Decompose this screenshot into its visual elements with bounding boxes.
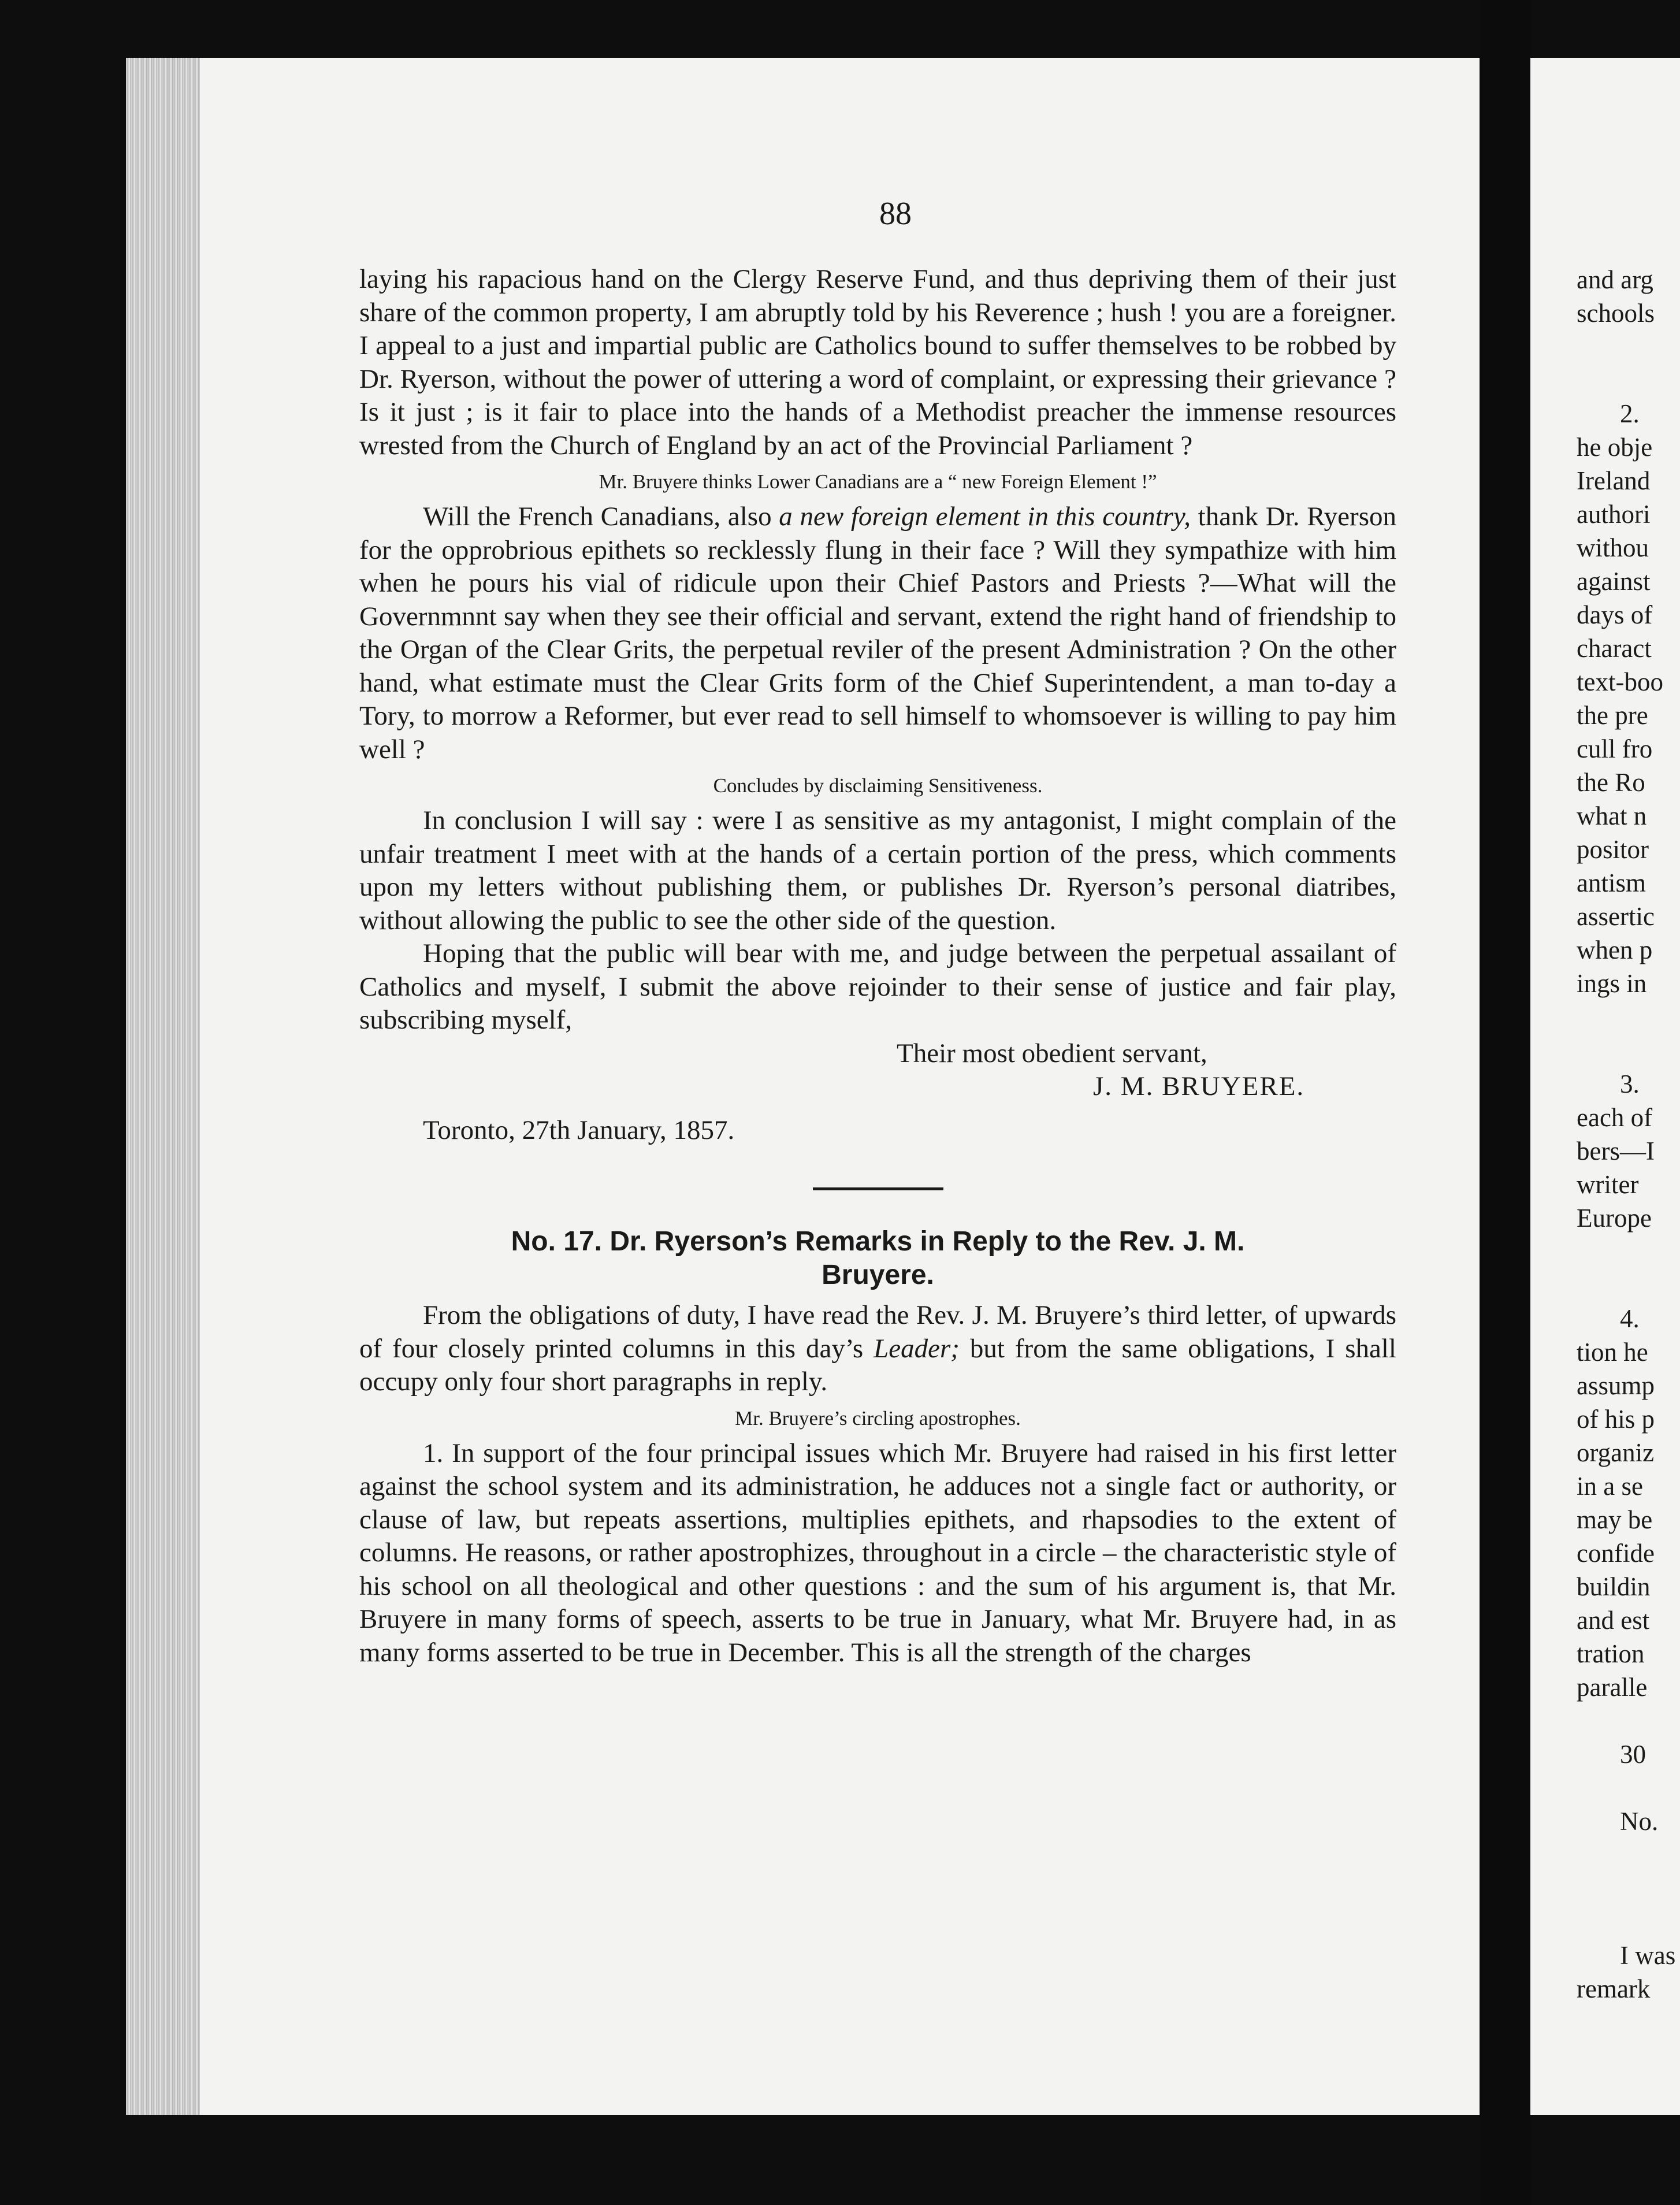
fragment-line: when p bbox=[1577, 936, 1653, 964]
para-5-text-a: From the obligations of duty, I have read the Rev. J. M. Bruyere’s third letter, of upwards of four closely printed columns in this day’s bbox=[359, 1300, 1396, 1364]
fragment-line: the pre bbox=[1577, 701, 1648, 730]
fragment-line: 4. bbox=[1620, 1304, 1640, 1333]
fragment-line: No. bbox=[1620, 1807, 1659, 1836]
fragment-line: may be bbox=[1577, 1505, 1653, 1534]
fragment-line: withou bbox=[1577, 533, 1649, 562]
subhead-sensitiveness: Concludes by disclaiming Sensitiveness. bbox=[713, 774, 1043, 797]
fragment-line: tration bbox=[1577, 1639, 1645, 1668]
fragment-line: confide bbox=[1577, 1539, 1655, 1568]
fragment-line: and arg bbox=[1577, 265, 1653, 294]
fragment-line: schools bbox=[1577, 299, 1655, 328]
fragment-line: antism bbox=[1577, 868, 1646, 897]
right-page-fragments bbox=[1577, 263, 1680, 2006]
fragment-line bbox=[1577, 1034, 1680, 1067]
fragment-line bbox=[1577, 1838, 1680, 1872]
fragment-line: I was bbox=[1620, 1941, 1676, 1970]
page-number: 88 bbox=[879, 196, 912, 232]
subhead-foreign-element: Mr. Bruyere thinks Lower Canadians are a “ new Foreign Element !” bbox=[599, 470, 1157, 493]
fragment-line: ings in bbox=[1577, 969, 1647, 998]
fragment-line: cull fro bbox=[1577, 734, 1653, 763]
para-2-text-a: Will the French Canadians, also bbox=[423, 502, 779, 532]
fragment-line bbox=[1577, 1000, 1680, 1034]
heading-line-1: No. 17. Dr. Ryerson’s Remarks in Reply to the Rev. J. M. bbox=[511, 1226, 1245, 1257]
left-page-text bbox=[359, 263, 1396, 1669]
fragment-line: 30 bbox=[1620, 1740, 1646, 1769]
paragraph-1-support: 1. In support of the four principal issues which Mr. Bruyere had raised in his first letter against the school system and its administration, he adduces not a single fact or authority, or clause of law, but repeats assertions, multiplies epithets, and rhapsodies to the extent of columns. He reasons, or rather apostrophizes, throughout in a circle – the characteristic style of his school on all theological and other questions : and the sum of his argument is, that Mr. Bruyere in many forms of speech, asserts to be true in January, what Mr. Bruyere had, in as many forms asserted to be true in December. This is all the strength of the charges bbox=[359, 1438, 1396, 1668]
fragment-line: against bbox=[1577, 567, 1651, 596]
fragment-line bbox=[1577, 1905, 1680, 1939]
para-5-text-b: but from the same obligations, I shall occupy only four short paragraphs in reply. bbox=[359, 1333, 1396, 1397]
fragment-line: Europe bbox=[1577, 1204, 1652, 1233]
fragment-line: paralle bbox=[1577, 1673, 1648, 1702]
fragment-line: bers—I bbox=[1577, 1137, 1655, 1165]
fragment-line: assump bbox=[1577, 1371, 1655, 1400]
fragment-line: positor bbox=[1577, 835, 1649, 864]
dateline: Toronto, 27th January, 1857. bbox=[423, 1115, 735, 1145]
para-2-text-b: thank Dr. Ryerson for the opprobrious epithets so recklessly flung in their face ? Will they sympathize with him when he pours his vial of ridicule upon their Chief Pastors and Priests ?—What will the Governmnnt say when they see their official and servant, extend the right hand of friendship to the Organ of the Clear Grits, the perpetual reviler of the present Administration ? On the other hand, what estimate must the Clear Grits form of the Chief Superintendent, a man to-day a Tory, to morrow a Reformer, but ever read to sell himself to whomsoever is willing to pay him well ? bbox=[359, 502, 1396, 764]
fragment-line: and est bbox=[1577, 1606, 1650, 1635]
fragment-line: in a se bbox=[1577, 1472, 1643, 1501]
fragment-line bbox=[1577, 363, 1680, 397]
fragment-line: what n bbox=[1577, 801, 1647, 830]
paragraph-conclusion: In conclusion I will say : were I as sensitive as my antagonist, I might complain of the unfair treatment I meet with at the hands of a certain portion of the press, which comments upon my letters without publishing them, or publishes Dr. Ryerson’s personal diatribes, without allowing the public to see the other side of the question. bbox=[359, 805, 1396, 936]
fragment-line: 2. bbox=[1620, 399, 1640, 428]
section-rule bbox=[813, 1187, 943, 1190]
fragment-line bbox=[1577, 1704, 1680, 1738]
fragment-line: days of bbox=[1577, 600, 1653, 629]
right-page bbox=[1530, 58, 1680, 2115]
fragment-line bbox=[1577, 330, 1680, 363]
paragraph-continuation: laying his rapacious hand on the Clergy Reserve Fund, and thus depriving them of their just share of the common property, I am abruptly told by his Reverence ; hush ! you are a foreigner. I appeal to a just and impartial public are Catholics bound to suffer themselves to be robbed by Dr. Ryerson, without the power of uttering a word of complaint, or expressing their grievance ? Is it just ; is it fair to place into the hands of a Methodist preacher the immense resources wrested from the Church of England by an act of the Provincial Parliament ? bbox=[359, 264, 1396, 461]
fragment-line: of his p bbox=[1577, 1405, 1655, 1434]
paragraph-hoping: Hoping that the public will bear with me, and judge between the perpetual assailant of Catholics and myself, I submit the above rejoinder to their sense of justice and fair play, subscribing myself, bbox=[359, 938, 1396, 1035]
para-2-italic: a new foreign element in this country, bbox=[779, 502, 1191, 532]
fragment-line: Ireland bbox=[1577, 466, 1651, 495]
fragment-line: buildin bbox=[1577, 1572, 1651, 1601]
book-page-edges bbox=[126, 58, 201, 2115]
signature: J. M. BRUYERE. bbox=[1093, 1071, 1305, 1101]
fragment-line bbox=[1577, 1268, 1680, 1302]
fragment-line bbox=[1577, 1771, 1680, 1805]
fragment-line: the Ro bbox=[1577, 768, 1645, 797]
book-gutter bbox=[1480, 0, 1530, 2205]
fragment-line: he obje bbox=[1577, 433, 1653, 462]
fragment-line: writer bbox=[1577, 1170, 1639, 1199]
fragment-line: each of bbox=[1577, 1103, 1653, 1132]
closing-line: Their most obedient servant, bbox=[897, 1038, 1207, 1068]
fragment-line: remark bbox=[1577, 1974, 1651, 2003]
fragment-line: text-boo bbox=[1577, 667, 1663, 696]
section-heading bbox=[359, 1225, 1396, 1292]
fragment-line: 3. bbox=[1620, 1070, 1640, 1098]
para-5-italic: Leader; bbox=[874, 1333, 960, 1364]
fragment-line: tion he bbox=[1577, 1338, 1648, 1367]
fragment-line bbox=[1577, 1872, 1680, 1905]
fragment-line: authori bbox=[1577, 500, 1651, 529]
fragment-line bbox=[1577, 1235, 1680, 1268]
subhead-circling-apostrophes: Mr. Bruyere’s circling apostrophes. bbox=[735, 1406, 1021, 1430]
fragment-line: assertic bbox=[1577, 902, 1655, 931]
paragraph-french-canadians bbox=[359, 500, 1396, 766]
heading-line-2: Bruyere. bbox=[822, 1260, 934, 1290]
paragraph-obligations bbox=[359, 1299, 1396, 1399]
fragment-line: charact bbox=[1577, 634, 1652, 663]
fragment-line: organiz bbox=[1577, 1438, 1655, 1467]
